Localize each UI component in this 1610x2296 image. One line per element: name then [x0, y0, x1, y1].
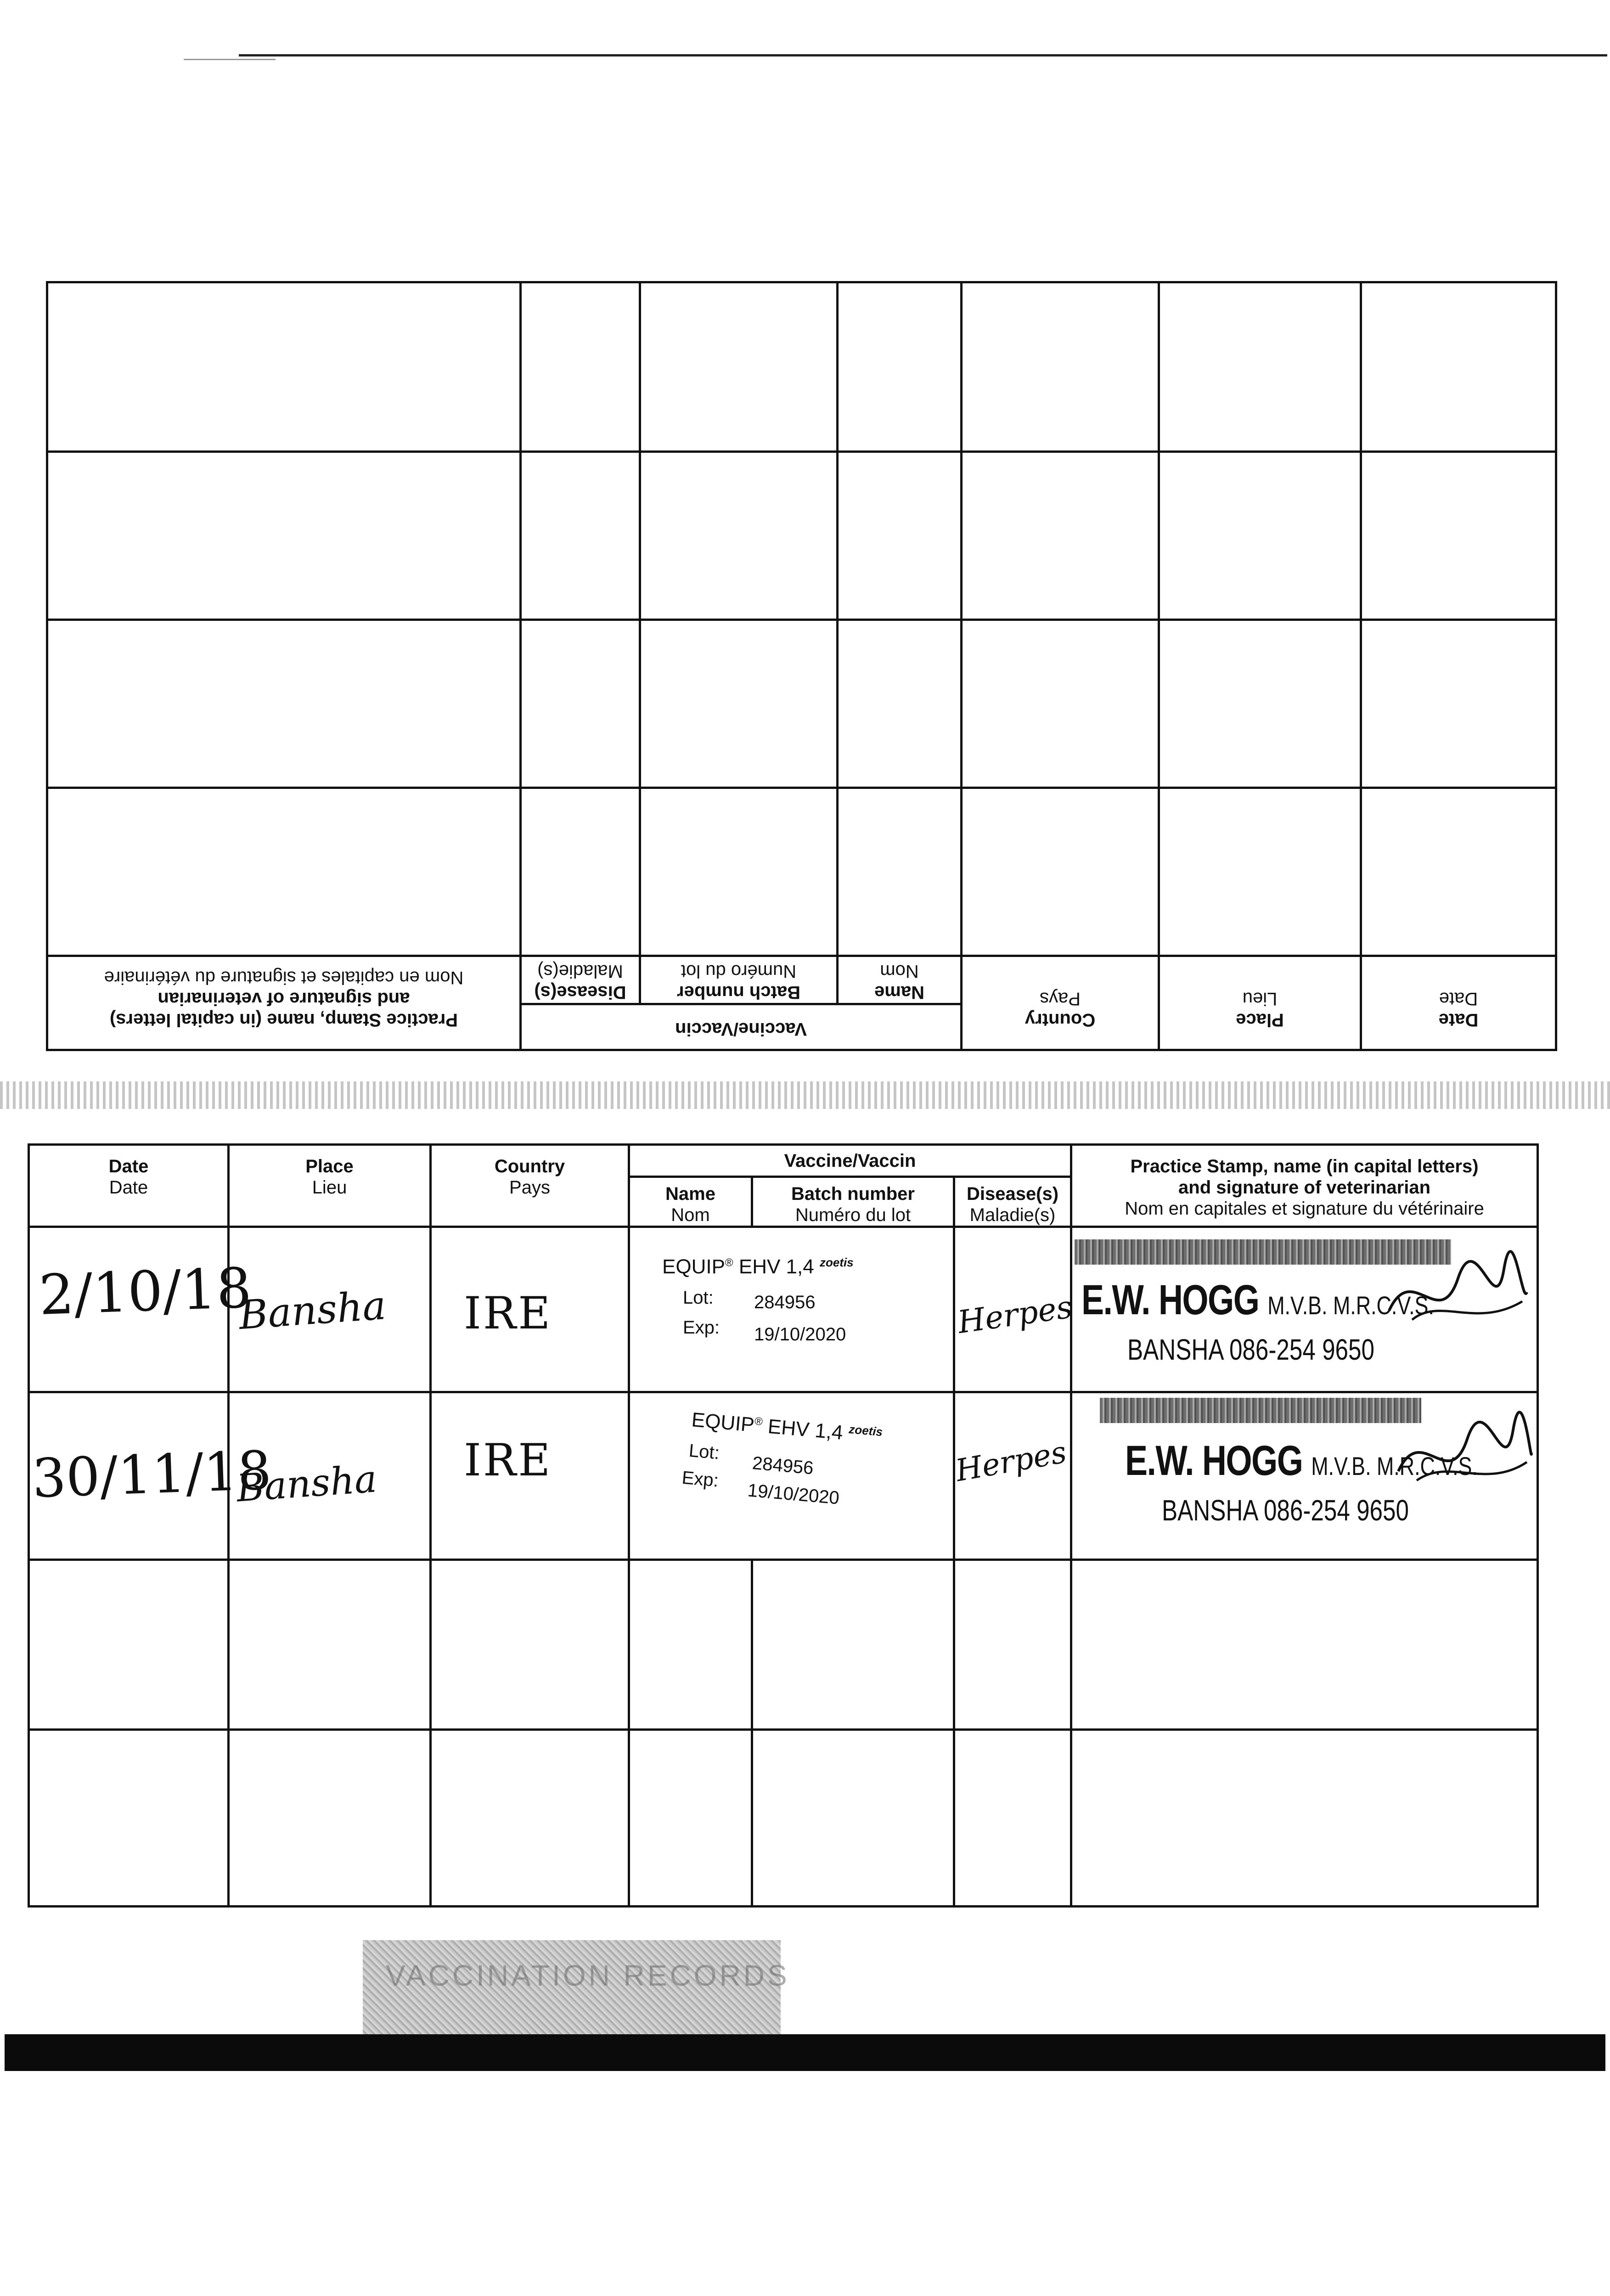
header-vaccine-group: Vaccine/Vaccin: [629, 1145, 1071, 1177]
header-batch-number: Batch number Numéro du lot: [640, 956, 838, 1004]
page-bottom-bar: [5, 2034, 1605, 2071]
cell-place: [229, 1392, 431, 1560]
header-vaccine-name: Name Nom: [629, 1177, 752, 1227]
table-row: [29, 1730, 1538, 1907]
handwritten-disease: Herpes: [955, 1289, 1075, 1341]
scan-artifact-line: [184, 59, 276, 60]
table-row: [47, 788, 1556, 956]
table-row: [47, 282, 1556, 452]
cell-place: [229, 1227, 431, 1392]
cell-practice-stamp: [1071, 1227, 1538, 1392]
table-row: [47, 452, 1556, 620]
header-vaccine-name: Name Nom: [838, 956, 962, 1004]
handwritten-country: IRE: [464, 1288, 552, 1339]
cell-date: [29, 1227, 253, 1392]
table-row: [29, 1560, 1538, 1730]
cell-practice-stamp: [1071, 1392, 1538, 1560]
header-place: Place Lieu: [229, 1145, 431, 1227]
vaccination-table-inverted: [46, 281, 1557, 1051]
table-row: [29, 1392, 1538, 1560]
header-stamp: Practice Stamp, name (in capital letters) and signature of veterinarian Nom en capitales et signature du vétérinaire: [47, 956, 521, 1050]
practice-stamp: E.W. HOGG M.V.B. M.R.C.V.S. BANSHA 086-254 9650: [1081, 1277, 1434, 1366]
header-country: Country Pays: [962, 956, 1159, 1050]
stamp-smudge: [1100, 1398, 1421, 1423]
perforation-line: [0, 1081, 1610, 1109]
table-row: [47, 620, 1556, 788]
cell-date: [29, 1392, 273, 1560]
cell-vaccine-sticker: EQUIP® EHV 1,4 $^{zoetis}$ Lot: 284956 Exp: 19/10/2020: [629, 1227, 954, 1392]
page-top-rule: [239, 54, 1607, 56]
header-disease: Disease(s) Maladie(s): [954, 1177, 1071, 1227]
cell-country: [431, 1227, 629, 1392]
header-stamp: Practice Stamp, name (in capital letters) and signature of veterinarian Nom en capitales et signature du vétérinaire: [1071, 1145, 1538, 1227]
handwritten-place: Bansha: [235, 1457, 378, 1511]
header-country: Country Pays: [431, 1145, 629, 1227]
header-vaccine-group: Vaccine/Vaccin: [521, 1004, 962, 1050]
cell-vaccine-sticker: EQUIP® EHV 1,4 $^{zoetis}$ Lot: 284956 Exp: 19/10/2020: [629, 1392, 954, 1560]
signature-scribble: [1394, 1402, 1536, 1508]
handwritten-date: 30/11/18: [31, 1439, 273, 1510]
footer-stamp-text: VACCINATION RECORDS: [386, 1959, 790, 1992]
cell-disease: [954, 1392, 1071, 1560]
footer-stamp: [363, 1940, 790, 2034]
signature-scribble: [1385, 1242, 1531, 1347]
handwritten-place: Bansha: [237, 1282, 388, 1339]
cell-country: [431, 1392, 629, 1560]
practice-stamp: E.W. HOGG M.V.B. M.R.C.V.S. BANSHA 086-254 9650: [1125, 1437, 1478, 1527]
header-date: Date Date: [1361, 956, 1556, 1050]
header-place: Place Lieu: [1159, 956, 1361, 1050]
handwritten-disease: Herpes: [953, 1434, 1070, 1489]
header-disease: Disease(s) Maladie(s): [521, 956, 640, 1004]
table-row: [29, 1227, 1538, 1392]
cell-disease: [954, 1227, 1075, 1392]
handwritten-country: IRE: [464, 1435, 552, 1486]
vaccination-table: [28, 1143, 1539, 1908]
handwritten-date: 2/10/18: [38, 1256, 253, 1328]
header-batch-number: Batch number Numéro du lot: [752, 1177, 954, 1227]
header-date: Date Date: [29, 1145, 229, 1227]
